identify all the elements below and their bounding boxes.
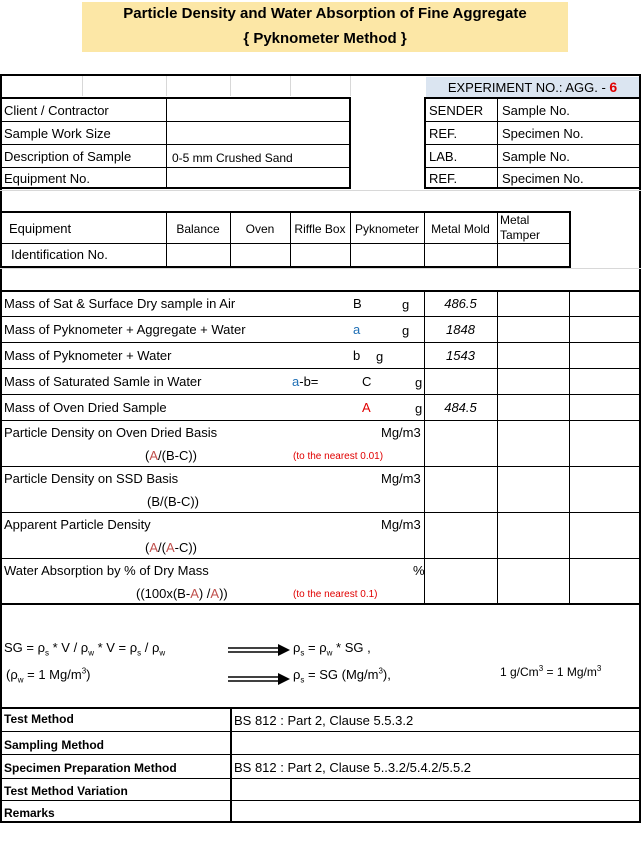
measurement-symbol: A bbox=[362, 400, 371, 415]
measurement-value[interactable]: 1543 bbox=[446, 348, 475, 363]
method-value[interactable]: BS 812 : Part 2, Clause 5..3.2/5.4.2/5.5.2 bbox=[234, 760, 472, 775]
method-label: Specimen Preparation Method bbox=[4, 761, 177, 775]
arrow-icon bbox=[228, 672, 290, 686]
lab-sample-no-label: Sample No. bbox=[502, 149, 570, 164]
measurement-label: Mass of Oven Dried Sample bbox=[4, 400, 167, 415]
description-value: 0-5 mm Crushed Sand bbox=[172, 151, 293, 165]
measurement-value[interactable]: 484.5 bbox=[444, 400, 477, 415]
result-unit: Mg/m3 bbox=[381, 425, 421, 440]
result-formula: (A/(A-C)) bbox=[145, 540, 198, 555]
method-label: Remarks bbox=[4, 806, 55, 820]
measurement-symbol: a bbox=[353, 322, 361, 337]
experiment-label: EXPERIMENT NO.: AGG. - bbox=[447, 80, 610, 95]
equipment-col-balance: Balance bbox=[176, 222, 220, 236]
result-note: (to the nearest 0.1) bbox=[293, 589, 378, 600]
measurement-unit: g bbox=[376, 349, 384, 364]
rho-s-sg: $\rho_s$ = SG $(Mg/m^3)$, bbox=[293, 666, 391, 685]
result-unit: Mg/m3 bbox=[381, 471, 421, 486]
result-label: Water Absorption by % of Dry Mass bbox=[4, 563, 209, 578]
result-label: Particle Density on SSD Basis bbox=[4, 471, 179, 486]
arrow-icon bbox=[228, 643, 290, 657]
measurement-value[interactable]: 1848 bbox=[446, 322, 475, 337]
measurement-label: Mass of Sat & Surface Dry sample in Air bbox=[4, 296, 236, 311]
measurement-label: Mass of Pyknometer + Aggregate + Water bbox=[4, 322, 246, 337]
client-label: Client / Contractor bbox=[4, 103, 109, 118]
method-label: Sampling Method bbox=[4, 738, 104, 752]
result-unit: Mg/m3 bbox=[381, 517, 421, 532]
measurement-unit: g bbox=[402, 323, 410, 338]
description-label: Description of Sample bbox=[4, 149, 132, 164]
method-value[interactable]: BS 812 : Part 2, Clause 5.5.3.2 bbox=[234, 713, 414, 728]
page-subtitle: { Pyknometer Method } bbox=[243, 30, 407, 47]
measurement-value[interactable]: 486.5 bbox=[444, 296, 477, 311]
measurement-label: Mass of Pyknometer + Water bbox=[4, 348, 172, 363]
experiment-value: 6 bbox=[609, 79, 618, 95]
equipment-no-label: Equipment No. bbox=[4, 171, 90, 186]
equipment-col-riffle-box: Riffle Box bbox=[294, 222, 346, 236]
measurement-formula bbox=[292, 374, 318, 390]
measurement-symbol: b bbox=[353, 348, 361, 363]
work-size-label: Sample Work Size bbox=[4, 126, 111, 141]
equipment-col-oven: Oven bbox=[245, 222, 275, 236]
rho-s-formula: $\rho_s = \rho_w$ * SG , bbox=[293, 640, 371, 658]
measurement-unit: g bbox=[402, 297, 410, 312]
equipment-col-metal-tamper: Metal Tamper bbox=[500, 213, 541, 242]
sg-formula: SG = $\rho_s * V / \rho_w * V = \rho_s / \rho_w$ bbox=[4, 640, 166, 658]
lab-specimen-no-label: Specimen No. bbox=[502, 171, 584, 186]
measurement-label: Mass of Saturated Samle in Water bbox=[4, 374, 202, 389]
sample-no-label: Sample No. bbox=[502, 103, 570, 118]
equipment-col-pyknometer: Pyknometer bbox=[354, 222, 420, 236]
specimen-no-label: Specimen No. bbox=[502, 126, 584, 141]
result-formula: (A/(B-C)) bbox=[145, 448, 198, 463]
formula-a: a bbox=[292, 374, 300, 389]
identification-label: Identification No. bbox=[11, 247, 108, 262]
page-title: Particle Density and Water Absorption of Fine Aggregate bbox=[123, 5, 527, 22]
experiment-number bbox=[426, 79, 639, 96]
result-note: (to the nearest 0.01) bbox=[293, 451, 384, 462]
measurement-unit: g bbox=[415, 401, 423, 416]
result-formula: (B/(B-C)) bbox=[147, 494, 199, 509]
result-unit: % bbox=[413, 563, 425, 578]
sender-label: SENDER bbox=[429, 103, 484, 118]
method-label: Test Method bbox=[4, 712, 74, 726]
measurement-symbol: C bbox=[362, 374, 372, 389]
lab-ref-label: REF. bbox=[429, 171, 458, 186]
method-label: Test Method Variation bbox=[4, 784, 128, 798]
formula-rest: -b= bbox=[299, 374, 319, 389]
lab-label: LAB. bbox=[429, 149, 458, 164]
result-label: Particle Density on Oven Dried Basis bbox=[4, 425, 218, 440]
measurement-unit: g bbox=[415, 375, 423, 390]
result-label: Apparent Particle Density bbox=[4, 517, 151, 532]
result-formula: ((100x(B-A) /A)) bbox=[136, 586, 228, 601]
rho-w-formula: ($\rho_w = 1$ $Mg/m^3$) bbox=[6, 666, 91, 685]
measurement-symbol: B bbox=[353, 296, 362, 311]
equipment-col-metal-mold: Metal Mold bbox=[431, 222, 490, 236]
ref-label: REF. bbox=[429, 126, 458, 141]
unit-conversion: 1 $g/Cm^3 = 1$ $Mg/m^3$ bbox=[500, 664, 602, 679]
equipment-header: Equipment bbox=[9, 221, 72, 236]
